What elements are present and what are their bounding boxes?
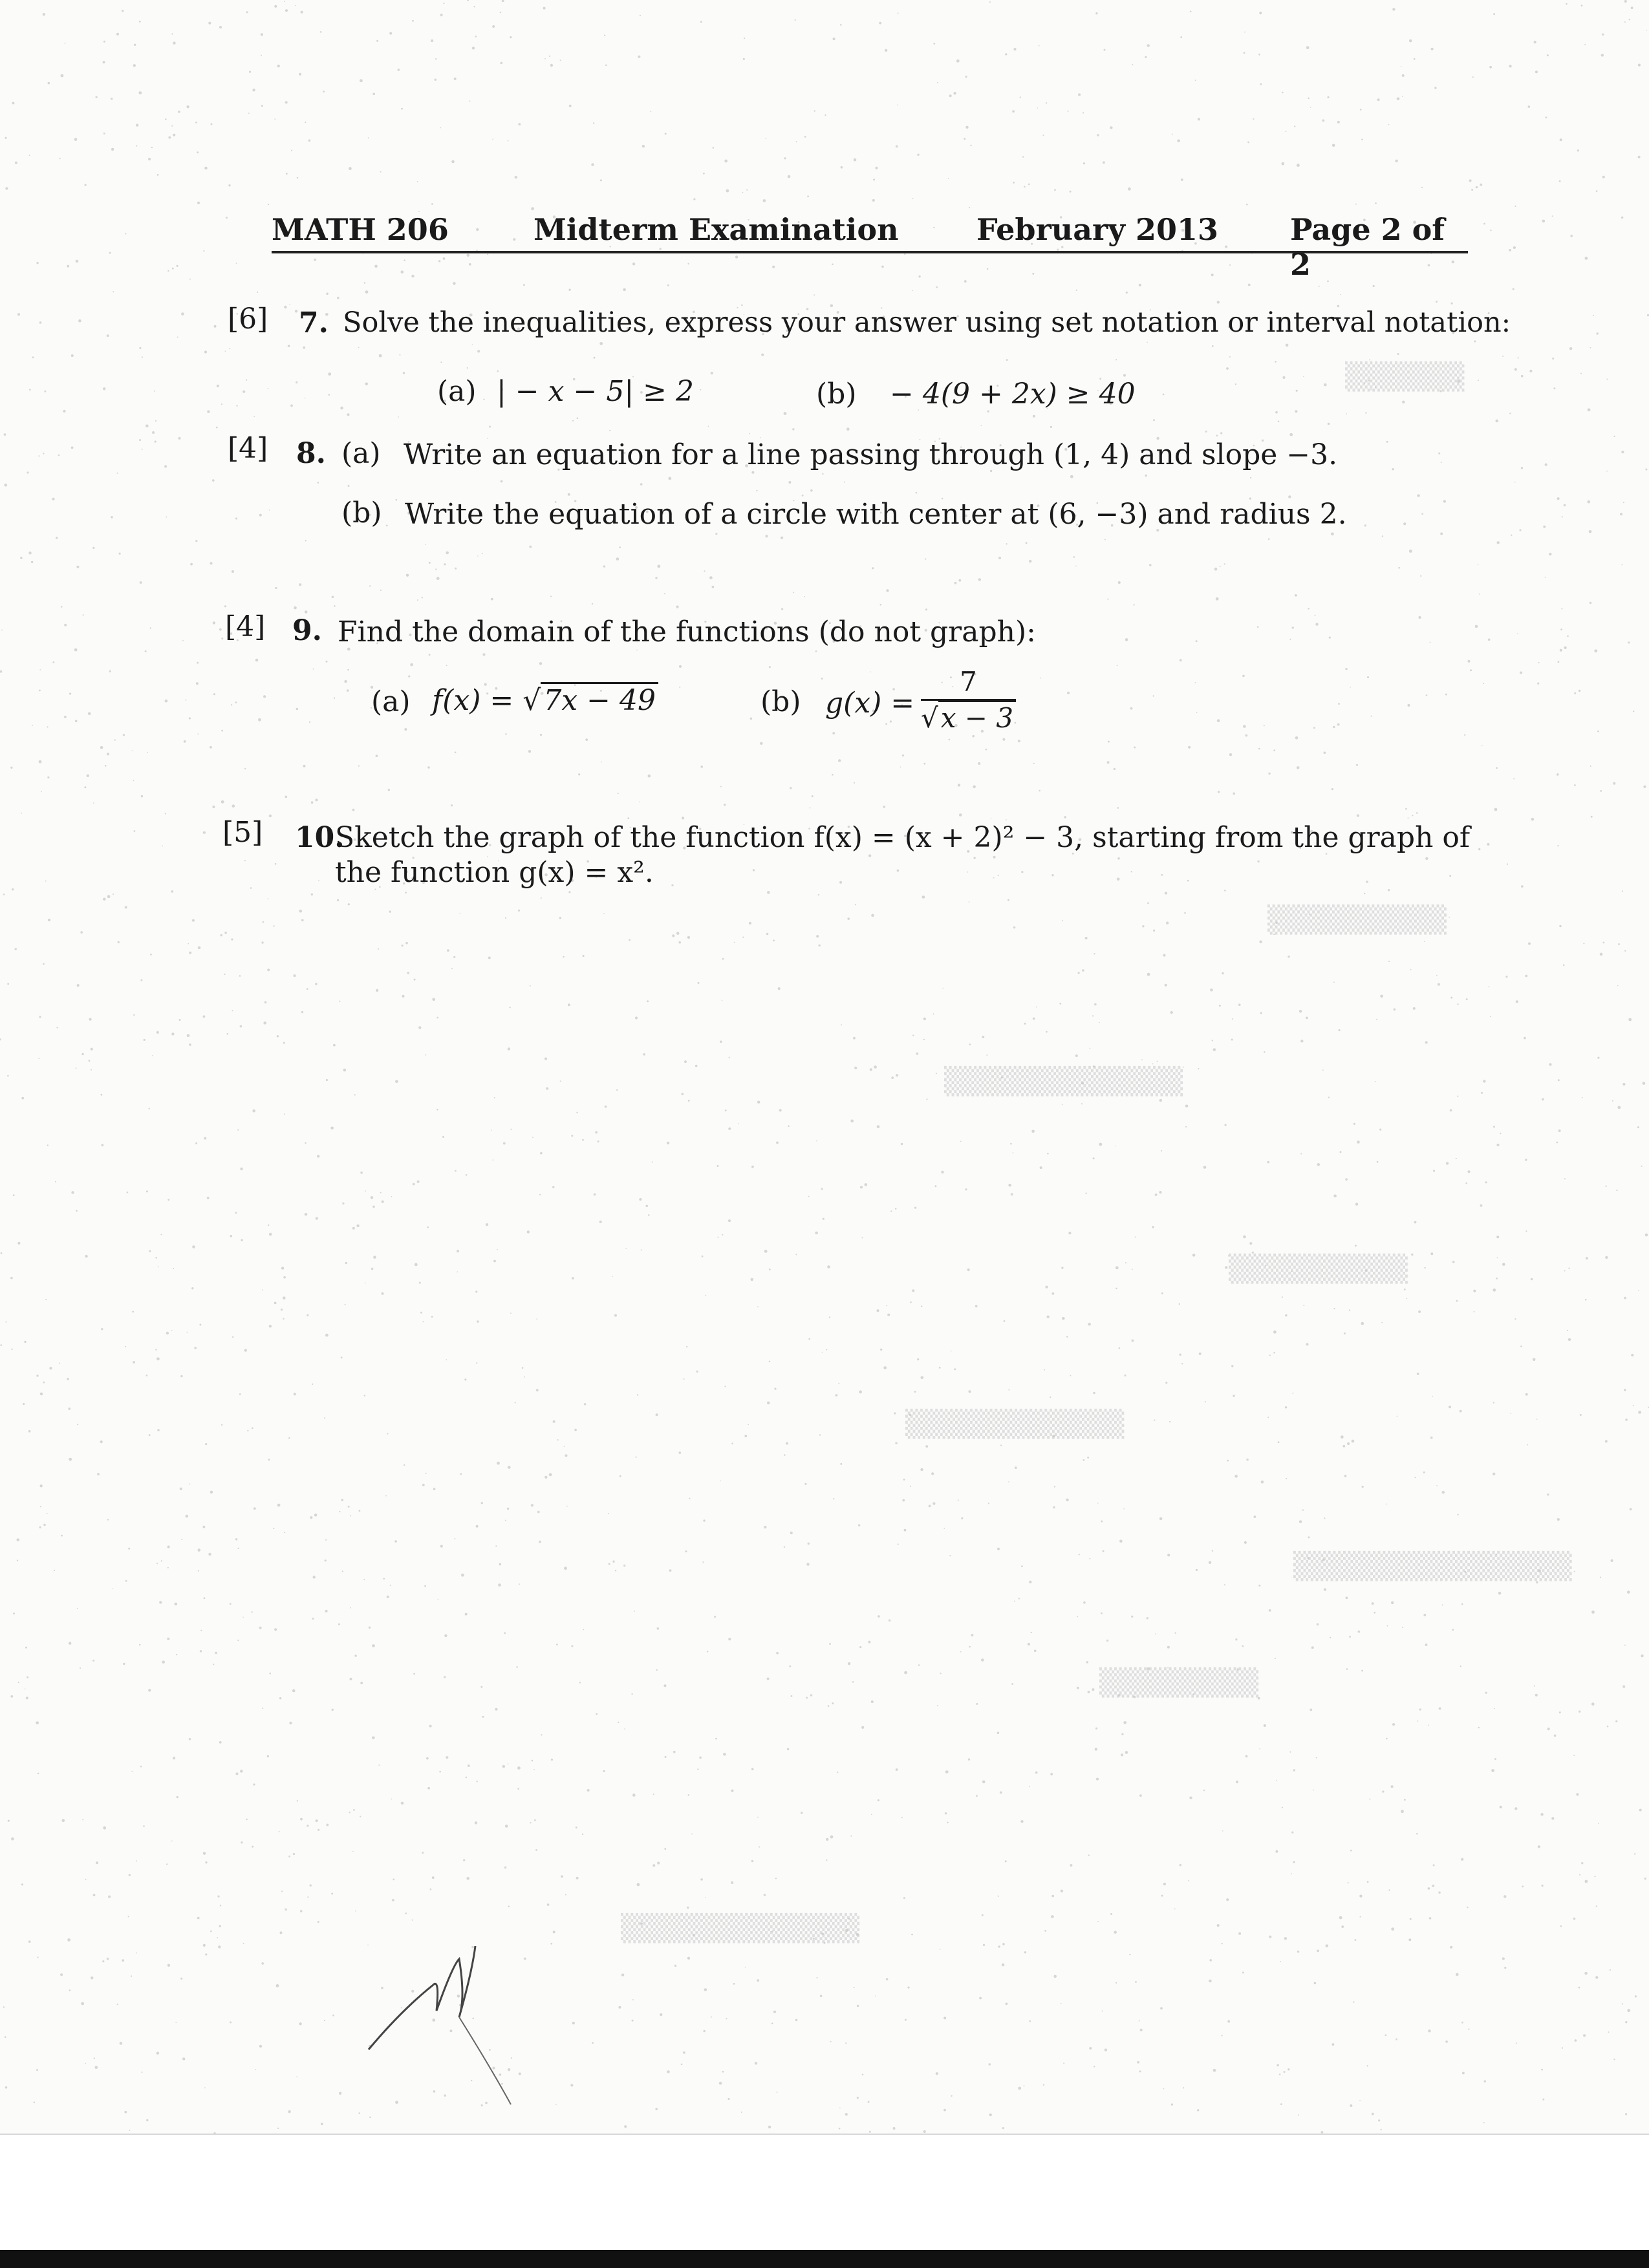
q9b-radicand: x − 3: [938, 700, 1016, 734]
bleed-through-text: ▒▒▒▒▒▒▒▒▒▒▒▒▒▒: [1293, 1552, 1572, 1581]
q7-number: 7.: [299, 306, 329, 339]
exam-date: February 2013: [976, 212, 1219, 247]
q9b-lhs: g(x) =: [825, 687, 915, 720]
q8-marks: [4]: [228, 432, 268, 465]
q8b-text: Write the equation of a circle with center at (6, −3) and radius 2.: [405, 498, 1347, 531]
q9a-radicand: 7x − 49: [541, 682, 658, 717]
scanner-margin: [0, 2134, 1649, 2251]
q8a-label: (a): [341, 437, 381, 470]
q9b-fraction: [921, 666, 1016, 734]
course-code: MATH 206: [272, 212, 449, 247]
q7-marks: [6]: [228, 303, 268, 336]
q7b-expression: − 4(9 + 2x) ≥ 40: [890, 378, 1136, 411]
bleed-through-text: ▒▒▒▒▒▒▒▒▒: [1229, 1254, 1408, 1284]
q7a-label: (a): [437, 375, 477, 408]
q8a-text: Write an equation for a line passing through (1, 4) and slope −3.: [404, 438, 1338, 471]
q9b-denominator: [921, 701, 1016, 734]
bleed-through-text: ▒▒▒▒▒▒▒▒▒▒▒▒: [621, 1914, 860, 1943]
q8-number: 8.: [296, 437, 326, 470]
q10-marks: [5]: [222, 816, 263, 849]
sqrt-sign: √: [523, 684, 541, 717]
bleed-through-text: ▒▒▒▒▒▒▒▒▒▒▒: [905, 1409, 1125, 1439]
bleed-through-text: ▒▒▒▒▒▒: [1345, 362, 1465, 392]
q9-number: 9.: [292, 614, 322, 647]
bleed-through-text: ▒▒▒▒▒▒▒▒▒: [1267, 905, 1447, 935]
q9b-label: (b): [760, 685, 801, 718]
scanner-edge: [0, 2250, 1649, 2268]
page-number: Page 2 of 2: [1290, 212, 1445, 282]
q9-marks: [4]: [225, 610, 266, 643]
q10-number: 10.: [295, 821, 345, 854]
exam-title: Midterm Examination: [534, 212, 899, 247]
q10-line2: the function g(x) = x².: [335, 856, 654, 889]
q9a-expression: [432, 684, 658, 717]
q7a-expression: | − x − 5| ≥ 2: [497, 375, 694, 408]
handwritten-signature: [362, 1920, 530, 2108]
q7-text: Solve the inequalities, express your answer using set notation or interval notation:: [343, 306, 1511, 339]
exam-header: [272, 206, 1468, 282]
q10-line1: Sketch the graph of the function f(x) = (x + 2)² − 3, starting from the graph of: [335, 821, 1471, 854]
bleed-through-text: ▒▒▒▒▒▒▒▒▒▒▒▒: [944, 1067, 1183, 1097]
q7b-label: (b): [816, 378, 857, 411]
q9a-lhs: f(x) =: [432, 684, 523, 717]
q9-text: Find the domain of the functions (do not graph):: [338, 615, 1036, 648]
q8b-label: (b): [341, 497, 382, 530]
sqrt-sign: √: [921, 702, 938, 734]
q9b-numerator: 7: [921, 666, 1016, 701]
q9a-label: (a): [371, 685, 411, 718]
bleed-through-text: ▒▒▒▒▒▒▒▒: [1099, 1668, 1259, 1698]
